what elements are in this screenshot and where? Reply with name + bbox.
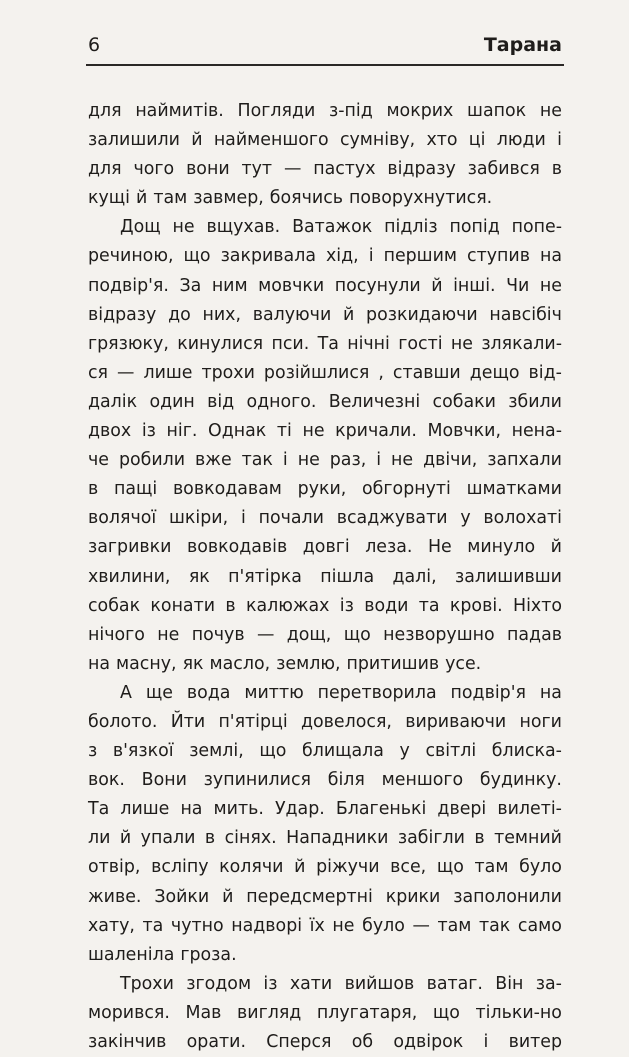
word: хід, [326, 246, 359, 267]
word: у [399, 741, 410, 762]
word: ступив [467, 246, 530, 267]
text-line [88, 941, 562, 970]
text-line [88, 301, 562, 330]
word: передсмертні [246, 886, 373, 907]
text-line [88, 504, 562, 533]
word: п'ятірці [218, 711, 288, 732]
word: вигляд [237, 1002, 302, 1023]
word: нена- [511, 421, 562, 442]
word: підліз [384, 217, 438, 238]
word: забігли [397, 828, 465, 849]
word: збили [508, 391, 562, 412]
word: не [450, 333, 473, 354]
word: в'язкої [112, 741, 174, 762]
text-line [88, 475, 562, 504]
word: За [179, 275, 202, 296]
word: чого [133, 159, 175, 180]
word: вийшов [344, 973, 415, 994]
word: й [431, 275, 443, 296]
word: розійшлися [263, 362, 370, 383]
word: вони [186, 159, 230, 180]
word: та [418, 595, 440, 616]
page-number: 6 [88, 34, 101, 56]
word: й [136, 188, 148, 209]
word: трохи [201, 362, 255, 383]
word: вириваючи [405, 711, 507, 732]
word: не [157, 624, 180, 645]
text-line [88, 621, 562, 650]
word: вовкодавів [186, 537, 288, 558]
word: Удар. [274, 799, 325, 820]
word: від [207, 391, 235, 412]
word: землю, [276, 653, 341, 674]
word: об [351, 1032, 374, 1052]
word: що [432, 1002, 460, 1023]
word: дощ, [286, 624, 332, 645]
word: на [88, 653, 111, 674]
word: подвір'я [450, 682, 526, 703]
word: шкіри, [169, 508, 229, 529]
word: довгі [302, 537, 350, 558]
word: леза. [365, 537, 413, 558]
word: лише [120, 799, 170, 820]
word: мокрих [386, 101, 454, 121]
word: ще [145, 682, 173, 703]
word: з [88, 741, 98, 762]
word: вщухав. [206, 217, 281, 238]
word: води [364, 595, 409, 616]
word: отвір, [88, 857, 141, 878]
word: і [557, 130, 562, 151]
word: в [551, 159, 562, 180]
word: одвірок [393, 1032, 464, 1052]
text-line [88, 737, 562, 766]
word: у [460, 508, 471, 529]
word: не [302, 421, 325, 442]
text-line [88, 184, 562, 213]
word: — [412, 915, 430, 936]
word: ці [468, 130, 486, 151]
word: кинулися [177, 333, 264, 354]
word: не [391, 450, 414, 471]
word: та [142, 915, 164, 936]
word: не [332, 915, 355, 936]
word: перетворила [317, 682, 437, 703]
word: них, [202, 304, 241, 325]
word: як [188, 566, 210, 587]
word: найменшого [213, 130, 329, 151]
word: залишивши [454, 566, 562, 587]
word: від- [528, 362, 562, 383]
word: калюжах [245, 595, 330, 616]
word: п'ятірка [228, 566, 302, 587]
word: відразу [88, 304, 157, 325]
word: валуючи [252, 304, 332, 325]
word: вовкодавам [172, 479, 282, 500]
word: че [88, 450, 109, 471]
word: загривки [88, 537, 172, 558]
word: волохаті [483, 508, 562, 529]
word: будинку. [479, 770, 562, 791]
word: й [119, 828, 132, 849]
text-line [88, 155, 562, 184]
word: собак [88, 595, 141, 616]
word: ті [276, 421, 292, 442]
word: Благенькі [335, 799, 427, 820]
word: блиска- [491, 741, 562, 762]
word: там [153, 188, 188, 209]
word: ним [211, 275, 248, 296]
word: нічні [347, 333, 390, 354]
word: не [539, 275, 562, 296]
word: ся [88, 362, 109, 383]
word: ватаг. [426, 973, 483, 994]
text-line [88, 213, 562, 242]
word: хату, [88, 915, 135, 936]
text-line [88, 388, 562, 417]
word: всліпу [151, 857, 209, 878]
text-line [88, 359, 562, 388]
word: люди [496, 130, 546, 151]
word: одного. [246, 391, 317, 412]
word: плугатаря, [316, 1002, 418, 1023]
word: завмер, [193, 188, 264, 209]
word: Погляди [237, 101, 316, 121]
text-line [88, 883, 562, 912]
word: забився [467, 159, 540, 180]
word: собаки [432, 391, 496, 412]
word: і [282, 450, 288, 471]
word: не [297, 450, 320, 471]
word: наймитів. [135, 101, 224, 121]
word: витер [508, 1032, 562, 1052]
word: в [474, 828, 485, 849]
word: там [474, 857, 509, 878]
text-line [88, 970, 562, 999]
text-line [88, 417, 562, 446]
word: конати [150, 595, 216, 616]
text-line [88, 446, 562, 475]
word: , [378, 362, 384, 383]
word: й [550, 537, 562, 558]
word: в [225, 595, 236, 616]
page-header [88, 34, 562, 64]
word: поворухнутися. [349, 188, 493, 209]
word: Мовчки, [427, 421, 501, 442]
word: Величезні [328, 391, 421, 412]
word: притишив [346, 653, 440, 674]
text-line [88, 679, 562, 708]
word: й [294, 857, 306, 878]
word: на [180, 799, 203, 820]
word: далі, [392, 566, 437, 587]
word: кричали. [335, 421, 417, 442]
word: миттю [244, 682, 304, 703]
word: само [517, 915, 562, 936]
word: живе. [88, 886, 142, 907]
word: обгорнуті [362, 479, 451, 500]
word: розкидаючи [366, 304, 478, 325]
word: посунули [334, 275, 421, 296]
word: хати [289, 973, 333, 994]
word: що [343, 624, 371, 645]
word: двох [88, 421, 132, 442]
word: лише [143, 362, 193, 383]
word: речиною, [88, 246, 174, 267]
word: крики [385, 886, 441, 907]
word: й [222, 886, 234, 907]
word: надворі [231, 915, 303, 936]
text-line [88, 563, 562, 592]
word: вже [195, 450, 232, 471]
word: Дощ [120, 217, 161, 238]
word: минуло [467, 537, 536, 558]
word: і [483, 1032, 489, 1052]
word: боячись [269, 188, 344, 209]
word: Нападники [286, 828, 389, 849]
word: почув [191, 624, 245, 645]
word: ріжучи [316, 857, 380, 878]
word: тут [241, 159, 273, 180]
word: вода [186, 682, 231, 703]
word: так [241, 450, 273, 471]
text-line [88, 708, 562, 737]
word: що [183, 246, 211, 267]
word: ли [88, 828, 111, 849]
word: пси. [271, 333, 310, 354]
word: усе. [445, 653, 482, 674]
word: їх [309, 915, 325, 936]
word: для [88, 159, 122, 180]
word: біля [327, 770, 365, 791]
word: вилеті- [497, 799, 562, 820]
word: було [362, 915, 405, 936]
word: Однак [208, 421, 267, 442]
word: і [240, 508, 246, 529]
word: гості [398, 333, 443, 354]
text-line [88, 330, 562, 359]
word: все, [390, 857, 427, 878]
word: дещо [469, 362, 520, 383]
word: блищала [301, 741, 384, 762]
word: Йти [170, 711, 206, 732]
text-line [88, 999, 562, 1028]
word: в [204, 828, 216, 849]
word: заполонили [453, 886, 562, 907]
word: не [172, 217, 195, 238]
word: із [263, 973, 278, 994]
word: падав [507, 624, 562, 645]
text-line [88, 97, 562, 126]
word: за- [535, 973, 562, 994]
word: один [149, 391, 195, 412]
word: для [88, 101, 122, 121]
word: хвилини, [88, 566, 171, 587]
word: Ніхто [513, 595, 562, 616]
word: подвір'я. [88, 275, 169, 296]
word: закінчив [88, 1032, 167, 1052]
text-line [88, 650, 562, 679]
word: довелося, [301, 711, 392, 732]
word: волячої [88, 508, 157, 529]
word: сінях. [224, 828, 277, 849]
word: було [519, 857, 562, 878]
word: пастух [313, 159, 376, 180]
word: почали [258, 508, 324, 529]
word: на [539, 682, 562, 703]
word: Зойки [154, 886, 210, 907]
word: що [259, 741, 287, 762]
word: орати. [186, 1032, 246, 1052]
word: раз, [329, 450, 367, 471]
word: меншого [381, 770, 464, 791]
word: світлі [425, 741, 477, 762]
text-line [88, 126, 562, 155]
text-line [88, 795, 562, 824]
word: масну, [116, 653, 177, 674]
word: згодом [186, 973, 252, 994]
word: хто [426, 130, 458, 151]
word: землі, [189, 741, 244, 762]
word: — [117, 362, 135, 383]
text-line [88, 824, 562, 853]
word: ноги [519, 711, 562, 732]
word: Та [88, 799, 110, 820]
word: попід [449, 217, 500, 238]
word: як [182, 653, 204, 674]
text-line [88, 242, 562, 271]
word: й [191, 130, 203, 151]
header-rule [86, 64, 564, 66]
word: пішла [320, 566, 375, 587]
word: Не [427, 537, 452, 558]
word: двічи, [423, 450, 478, 471]
word: Чи [506, 275, 530, 296]
word: болото. [88, 711, 158, 732]
word: навсібіч [489, 304, 562, 325]
word: зупинилися [203, 770, 311, 791]
word: чутно [170, 915, 224, 936]
text-line [88, 592, 562, 621]
word: нічого [88, 624, 145, 645]
word: грязюку, [88, 333, 169, 354]
word: ніг. [166, 421, 198, 442]
word: шапок [467, 101, 527, 121]
word: темний [494, 828, 562, 849]
word: не [539, 101, 562, 121]
word: шаленіла [88, 944, 175, 965]
word: і [368, 246, 374, 267]
word: мовчки [258, 275, 325, 296]
word: незворушно [383, 624, 495, 645]
word: попе- [511, 217, 562, 238]
body-text [88, 97, 562, 1057]
word: із [339, 595, 354, 616]
text-line [88, 853, 562, 882]
word: далік [88, 391, 138, 412]
text-line [88, 766, 562, 795]
word: до [168, 304, 191, 325]
word: на [539, 246, 562, 267]
text-line [88, 1028, 562, 1057]
word: з-під [328, 101, 373, 121]
word: Ватажок [292, 217, 373, 238]
word: так [479, 915, 511, 936]
word: Та [317, 333, 339, 354]
word: залишили [88, 130, 180, 151]
word: Сперся [266, 1032, 332, 1052]
text-line [88, 272, 562, 301]
word: Трохи [120, 973, 174, 994]
word: і [376, 450, 382, 471]
word: Вони [141, 770, 187, 791]
word: всаджувати [336, 508, 448, 529]
word: сумніву, [339, 130, 416, 151]
word: вок. [88, 770, 125, 791]
word: колячи [219, 857, 284, 878]
word: упали [140, 828, 196, 849]
word: — [256, 624, 275, 645]
word: відразу [387, 159, 456, 180]
word: в [88, 479, 99, 500]
word: злякали- [481, 333, 562, 354]
word: масло, [209, 653, 271, 674]
word: мить. [213, 799, 264, 820]
word: інші. [453, 275, 496, 296]
word: тільки-но [475, 1002, 562, 1023]
word: А [120, 682, 132, 703]
word: двері [437, 799, 487, 820]
word: й [342, 304, 355, 325]
word: Мав [185, 1002, 222, 1023]
word: із [141, 421, 156, 442]
word: — [283, 159, 302, 180]
word: ставши [392, 362, 461, 383]
word: закривала [220, 246, 316, 267]
word: руки, [297, 479, 347, 500]
word: що [436, 857, 464, 878]
word: робили [118, 450, 186, 471]
word: першим [383, 246, 458, 267]
text-line [88, 912, 562, 941]
word: пащі [113, 479, 158, 500]
word: морився. [88, 1002, 170, 1023]
word: там [437, 915, 472, 936]
word: шматками [466, 479, 562, 500]
text-line [88, 533, 562, 562]
word: Він [495, 973, 524, 994]
word: кущі [88, 188, 131, 209]
word: крові. [449, 595, 503, 616]
word: запхали [487, 450, 562, 471]
running-title: Тарана [483, 34, 562, 56]
word: гроза. [180, 944, 237, 965]
